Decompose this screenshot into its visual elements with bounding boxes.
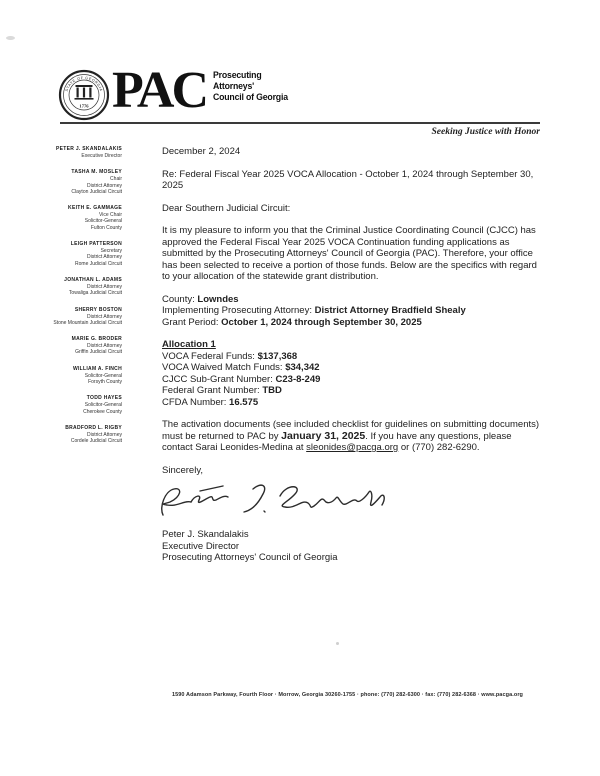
allocation-line: [162, 351, 297, 362]
allocation-block: [162, 339, 542, 408]
member-role: District Attorney: [86, 313, 122, 320]
contact-email-link[interactable]: sleonides@pacga.org: [306, 442, 399, 453]
closing: Sincerely,: [162, 464, 204, 476]
detail-label: County:: [162, 293, 198, 305]
allocation-value: TBD: [262, 385, 282, 396]
member-role: Cordele Judicial Circuit: [70, 438, 122, 445]
pac-acronym: PAC: [112, 62, 207, 119]
scan-dot-artifact: [336, 642, 339, 645]
council-member: [38, 425, 122, 445]
org-line: Attorneys': [213, 81, 255, 92]
signer-org: Prosecuting Attorneys' Council of Georgia: [162, 552, 338, 563]
activation-paragraph: [162, 419, 542, 454]
member-role: District Attorney: [86, 431, 122, 438]
seal-ring-text: STATE OF GEORGIA: [64, 75, 104, 93]
allocation-value: C23-8-249: [275, 373, 321, 385]
member-role: Solicitor-General: [84, 372, 122, 379]
salutation: Dear Southern Judicial Circuit:: [162, 202, 291, 214]
member-role: Forsyth County: [88, 379, 122, 386]
allocation-value: $34,342: [285, 362, 320, 373]
member-role: Executive Director: [81, 153, 122, 159]
member-name: TODD HAYES: [86, 395, 122, 402]
member-role: Chair: [110, 176, 122, 183]
allocation-label: VOCA Federal Funds:: [162, 350, 258, 362]
member-name: BRADFORD L. RIGBY: [65, 424, 122, 431]
activation-text: . If you have any questions, please contact Sarai Leonides-Medina at: [162, 430, 512, 453]
council-member: [38, 395, 122, 415]
allocation-label: CJCC Sub-Grant Number:: [162, 373, 276, 385]
detail-value: Lowndes: [197, 293, 239, 305]
detail-value: October 1, 2024 through September 30, 2025: [221, 316, 422, 328]
detail-line: [162, 305, 466, 316]
detail-label: Grant Period:: [162, 316, 222, 328]
member-role: Stone Mountain Judicial Circuit: [53, 319, 122, 326]
member-role: Griffin Judicial Circuit: [75, 349, 122, 356]
letter-body: [162, 146, 542, 564]
member-name: JONATHAN L. ADAMS: [64, 276, 122, 283]
letter-date: December 2, 2024: [162, 146, 241, 157]
signer-name: Peter J. Skandalakis: [162, 529, 249, 540]
georgia-state-seal-icon: [58, 69, 110, 121]
seal-year: 1776: [79, 103, 89, 109]
member-role: District Attorney: [86, 254, 122, 261]
council-member: [38, 277, 122, 297]
member-role: Towaliga Judicial Circuit: [68, 290, 122, 297]
member-role: Vice Chair: [99, 212, 122, 219]
org-line: Prosecuting: [213, 70, 262, 81]
council-member: [38, 366, 122, 386]
council-member: [38, 336, 122, 356]
header-divider: [60, 122, 540, 124]
member-role: District Attorney: [86, 283, 122, 290]
activation-text: or (770) 282-6290.: [398, 442, 480, 453]
allocation-line: [162, 362, 320, 373]
footer-contact-line: 1590 Adamson Parkway, Fourth Floor · Morrow, Georgia 30260-1755 · phone: (770) 282-6300 · fax: (770) 282-6368 · www.pacga.org: [171, 692, 524, 698]
member-name: WILLIAM A. FINCH: [72, 365, 122, 372]
scan-smudge-artifact: [6, 36, 15, 40]
member-name: LEIGH PATTERSON: [70, 241, 122, 248]
detail-label: Implementing Prosecuting Attorney:: [162, 305, 315, 316]
signer-block: [162, 529, 542, 564]
motto-tagline: Seeking Justice with Honor: [431, 127, 540, 137]
allocation-heading: Allocation 1: [162, 339, 216, 350]
grant-details-block: [162, 294, 542, 329]
member-role: Cherokee County: [83, 408, 122, 415]
member-role: Secretary: [100, 248, 122, 255]
allocation-line: [162, 385, 282, 396]
member-name: TASHA M. MOSLEY: [71, 169, 122, 176]
allocation-label: VOCA Waived Match Funds:: [162, 362, 286, 373]
member-name: PETER J. SKANDALAKIS: [55, 146, 122, 152]
signer-title: Executive Director: [162, 540, 240, 552]
activation-text: The activation documents (see included checklist for guidelines on submitting documents) must be returned to PAC by: [162, 419, 540, 442]
member-role: Fulton County: [90, 224, 122, 231]
allocation-label: Federal Grant Number:: [162, 385, 263, 396]
member-role: Solicitor-General: [84, 218, 122, 225]
signature-image: [156, 479, 391, 527]
detail-line: [162, 317, 422, 328]
council-member: [38, 146, 122, 159]
org-name-block: [213, 70, 294, 103]
allocation-line: [162, 374, 320, 385]
member-role: District Attorney: [86, 343, 122, 350]
intro-paragraph: It is my pleasure to inform you that the Criminal Justice Coordinating Council (CJCC) has approved the Federal Fiscal Year 2025 VOCA Continuation funding applications as submitted by the Prosecuting Attorneys' Council of Georgia (PAC). Therefore, your office has been selected to receive a portion of those funds. Below are the specifics with regard to your allocation of the statewide grant distribution.: [162, 225, 537, 282]
member-name: SHERRY BOSTON: [74, 306, 122, 313]
council-member: [38, 241, 122, 267]
council-member: [38, 307, 122, 327]
member-role: District Attorney: [86, 182, 122, 189]
member-name: KEITH E. GAMMAGE: [68, 205, 122, 212]
member-name: MARIE G. BRODER: [71, 336, 122, 343]
re-line: Re: Federal Fiscal Year 2025 VOCA Allocation - October 1, 2024 through September 30, 2025: [162, 168, 534, 191]
council-member: [38, 169, 122, 195]
detail-value: District Attorney Bradfield Shealy: [314, 305, 466, 316]
letterhead-logo: [58, 62, 294, 121]
council-member: [38, 205, 122, 231]
deadline-date: January 31, 2025: [281, 429, 366, 442]
member-role: Clayton Judicial Circuit: [71, 188, 122, 195]
council-members-sidebar: [38, 146, 122, 455]
detail-line: [162, 294, 239, 305]
member-role: Solicitor-General: [84, 402, 122, 409]
allocation-label: CFDA Number:: [162, 396, 230, 408]
allocation-value: $137,368: [257, 350, 298, 362]
allocation-line: [162, 397, 258, 408]
member-role: Rome Judicial Circuit: [75, 260, 122, 267]
org-line: Council of Georgia: [213, 92, 288, 103]
allocation-value: 16.575: [229, 396, 259, 408]
